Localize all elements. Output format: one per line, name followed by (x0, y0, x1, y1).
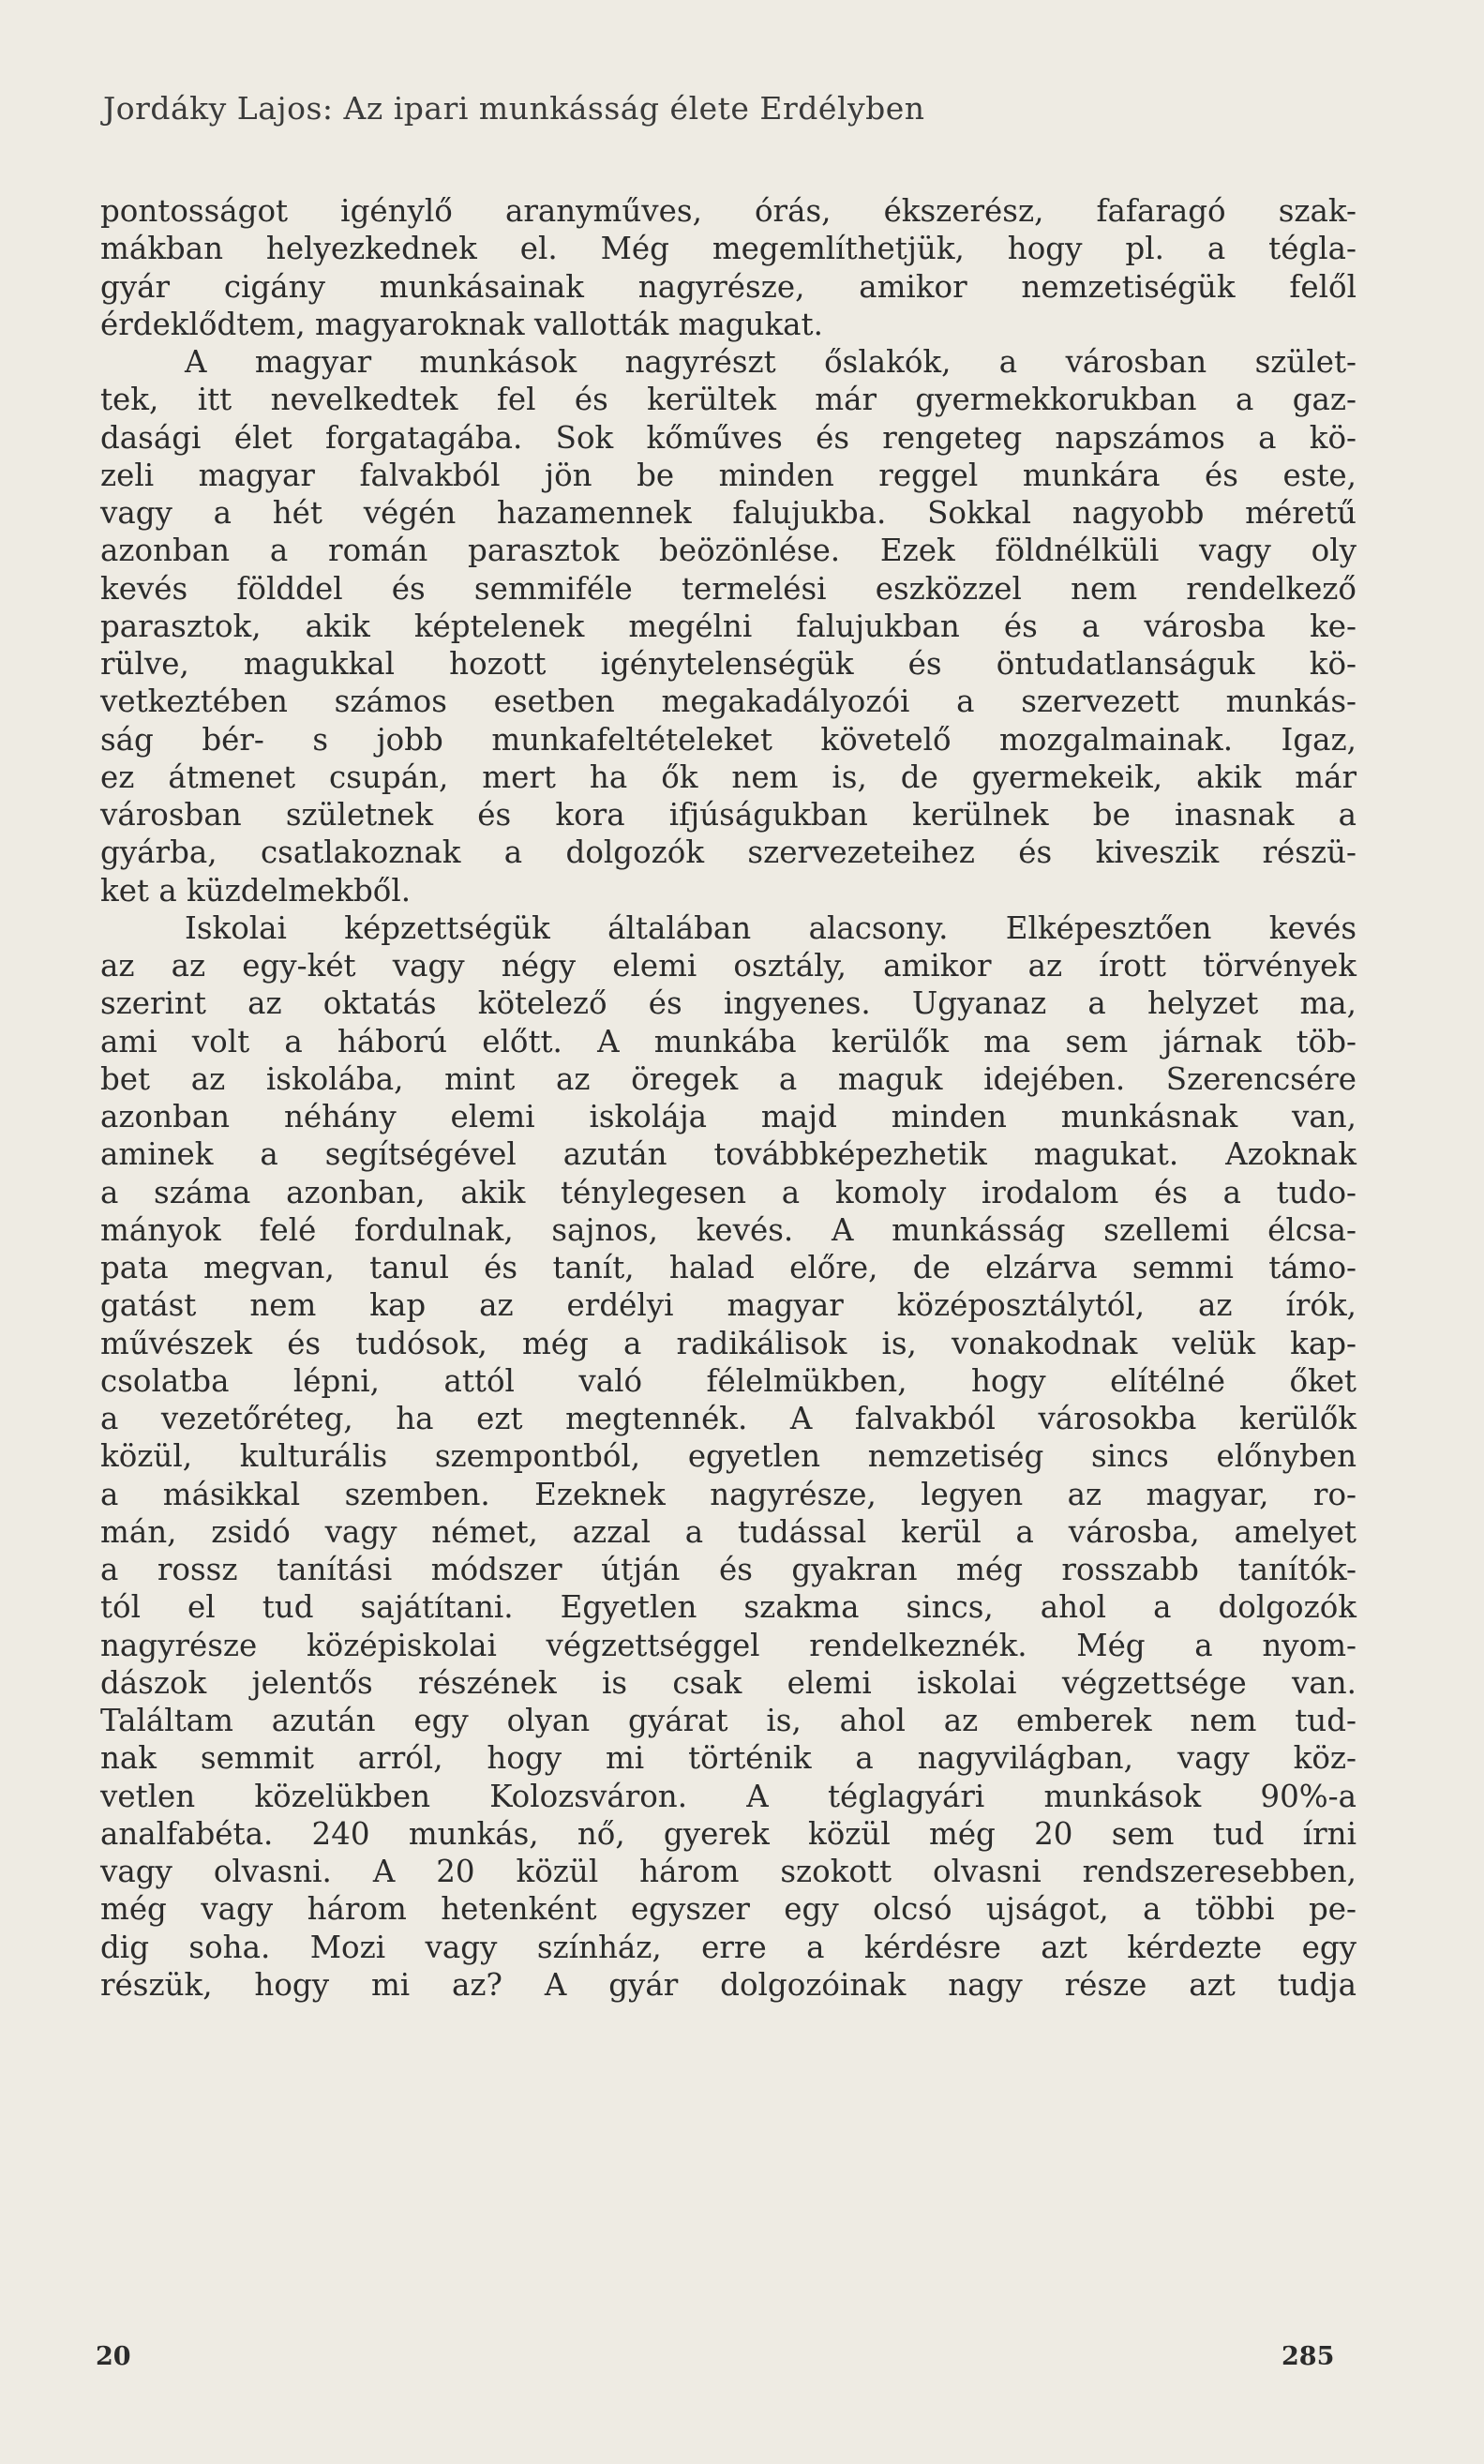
text-line: érdeklődtem, magyaroknak vallották magukat. (100, 306, 823, 342)
text-line: mákban helyezkednek el. Még megemlíthetjük, hogy pl. a tégla- (100, 231, 1357, 267)
body-text (100, 192, 1357, 2004)
text-line: aminek a segítségével azután továbbképezhetik magukat. Azoknak (100, 1136, 1357, 1173)
text-line: vetkeztében számos esetben megakadályozói a szervezett munkás- (100, 684, 1357, 720)
text-line: a száma azonban, akik ténylegesen a komoly irodalom és a tudo- (100, 1174, 1357, 1210)
text-line: ket a küzdelmekből. (100, 872, 412, 909)
text-line: gatást nem kap az erdélyi magyar középosztálytól, az írók, (100, 1287, 1357, 1324)
text-line: művészek és tudósok, még a radikálisok is, vonakodnak velük kap- (100, 1325, 1357, 1361)
text-line: tek, itt nevelkedtek fel és kerültek már gyermekkorukban a gaz- (100, 382, 1357, 418)
text-line: mányok felé fordulnak, sajnos, kevés. A munkásság szellemi élcsa- (100, 1211, 1357, 1248)
text-line: pata megvan, tanul és tanít, halad előre, de elzárva semmi támo- (100, 1250, 1357, 1285)
text-line: még vagy három hetenként egyszer egy olcsó ujságot, a többi pe- (100, 1891, 1357, 1928)
text-line: vetlen közelükben Kolozsváron. A téglagyári munkások 90%-a (100, 1778, 1357, 1814)
text-line: vagy a hét végén hazamennek falujukba. Sokkal nagyobb méretű (100, 495, 1357, 531)
text-line: pontosságot igénylő aranyműves, órás, ékszerész, fafaragó szak- (100, 193, 1357, 229)
text-line: közül, kulturális szempontból, egyetlen nemzetiség sincs előnyben (100, 1438, 1357, 1475)
text-line: A magyar munkások nagyrészt őslakók, a városban szület- (185, 344, 1357, 380)
text-line: dászok jelentős részének is csak elemi iskolai végzettsége van. (100, 1664, 1357, 1701)
text-line: vagy olvasni. A 20 közül három szokott olvasni rendszeresebben, (100, 1854, 1357, 1889)
text-line: gyár cigány munkásainak nagyrésze, amikor nemzetiségük felől (100, 268, 1357, 305)
text-line: városban születnek és kora ifjúságukban kerülnek be inasnak a (100, 797, 1357, 833)
text-line: zeli magyar falvakból jön be minden reggel munkára és este, (100, 457, 1357, 493)
text-line: nak semmit arról, hogy mi történik a nagyvilágban, vagy köz- (100, 1740, 1357, 1777)
text-line: bet az iskolába, mint az öregek a maguk idejében. Szerencsére (100, 1060, 1357, 1097)
signature-mark: 20 (96, 2342, 131, 2371)
text-line: kevés földdel és semmiféle termelési eszközzel nem rendelkező (100, 570, 1357, 607)
text-line: Iskolai képzettségük általában alacsony. Elképesztően kevés (185, 909, 1357, 946)
text-line: a vezetőréteg, ha ezt megtennék. A falvakból városokba kerülők (100, 1401, 1357, 1436)
text-line: analfabéta. 240 munkás, nő, gyerek közül még 20 sem tud írni (100, 1815, 1357, 1852)
page-number: 285 (1282, 2342, 1335, 2371)
text-line: rülve, magukkal hozott igénytelenségük és öntudatlanságuk kö- (100, 646, 1357, 682)
running-head: Jordáky Lajos: Az ipari munkásság élete Erdélyben (103, 90, 925, 127)
text-line: ez átmenet csupán, mert ha ők nem is, de gyermekeik, akik már (100, 759, 1357, 795)
text-line: Találtam azután egy olyan gyárat is, ahol az emberek nem tud- (100, 1703, 1357, 1738)
text-line: nagyrésze középiskolai végzettséggel rendelkeznék. Még a nyom- (100, 1627, 1357, 1663)
text-line: parasztok, akik képtelenek megélni falujukban és a városba ke- (100, 608, 1357, 644)
text-line: részük, hogy mi az? A gyár dolgozóinak nagy része azt tudja (100, 1966, 1357, 2003)
text-line: ami volt a háború előtt. A munkába kerülők ma sem járnak töb- (100, 1023, 1357, 1059)
text-line: dasági élet forgatagába. Sok kőműves és rengeteg napszámos a kö- (100, 419, 1357, 456)
text-line: tól el tud sajátítani. Egyetlen szakma sincs, ahol a dolgozók (100, 1589, 1357, 1626)
text-line: azonban a román parasztok beözönlése. Ezek földnélküli vagy oly (100, 533, 1357, 569)
text-line: azonban néhány elemi iskolája majd minden munkásnak van, (100, 1099, 1357, 1134)
text-line: a rossz tanítási módszer útján és gyakran még rosszabb tanítók- (100, 1552, 1357, 1587)
text-line: ság bér- s jobb munkafeltételeket követelő mozgalmainak. Igaz, (100, 721, 1357, 758)
text-line: mán, zsidó vagy német, azzal a tudással kerül a városba, amelyet (100, 1513, 1357, 1550)
text-line: a másikkal szemben. Ezeknek nagyrésze, legyen az magyar, ro- (100, 1476, 1357, 1512)
text-line: szerint az oktatás kötelező és ingyenes. Ugyanaz a helyzet ma, (100, 985, 1357, 1022)
text-line: dig soha. Mozi vagy színház, erre a kérdésre azt kérdezte egy (100, 1929, 1357, 1965)
text-line: gyárba, csatlakoznak a dolgozók szervezeteihez és kiveszik részü- (100, 834, 1357, 871)
text-line: csolatba lépni, attól való félelmükben, hogy elítélné őket (100, 1362, 1357, 1399)
text-line: az az egy-két vagy négy elemi osztály, amikor az írott törvények (100, 948, 1357, 984)
